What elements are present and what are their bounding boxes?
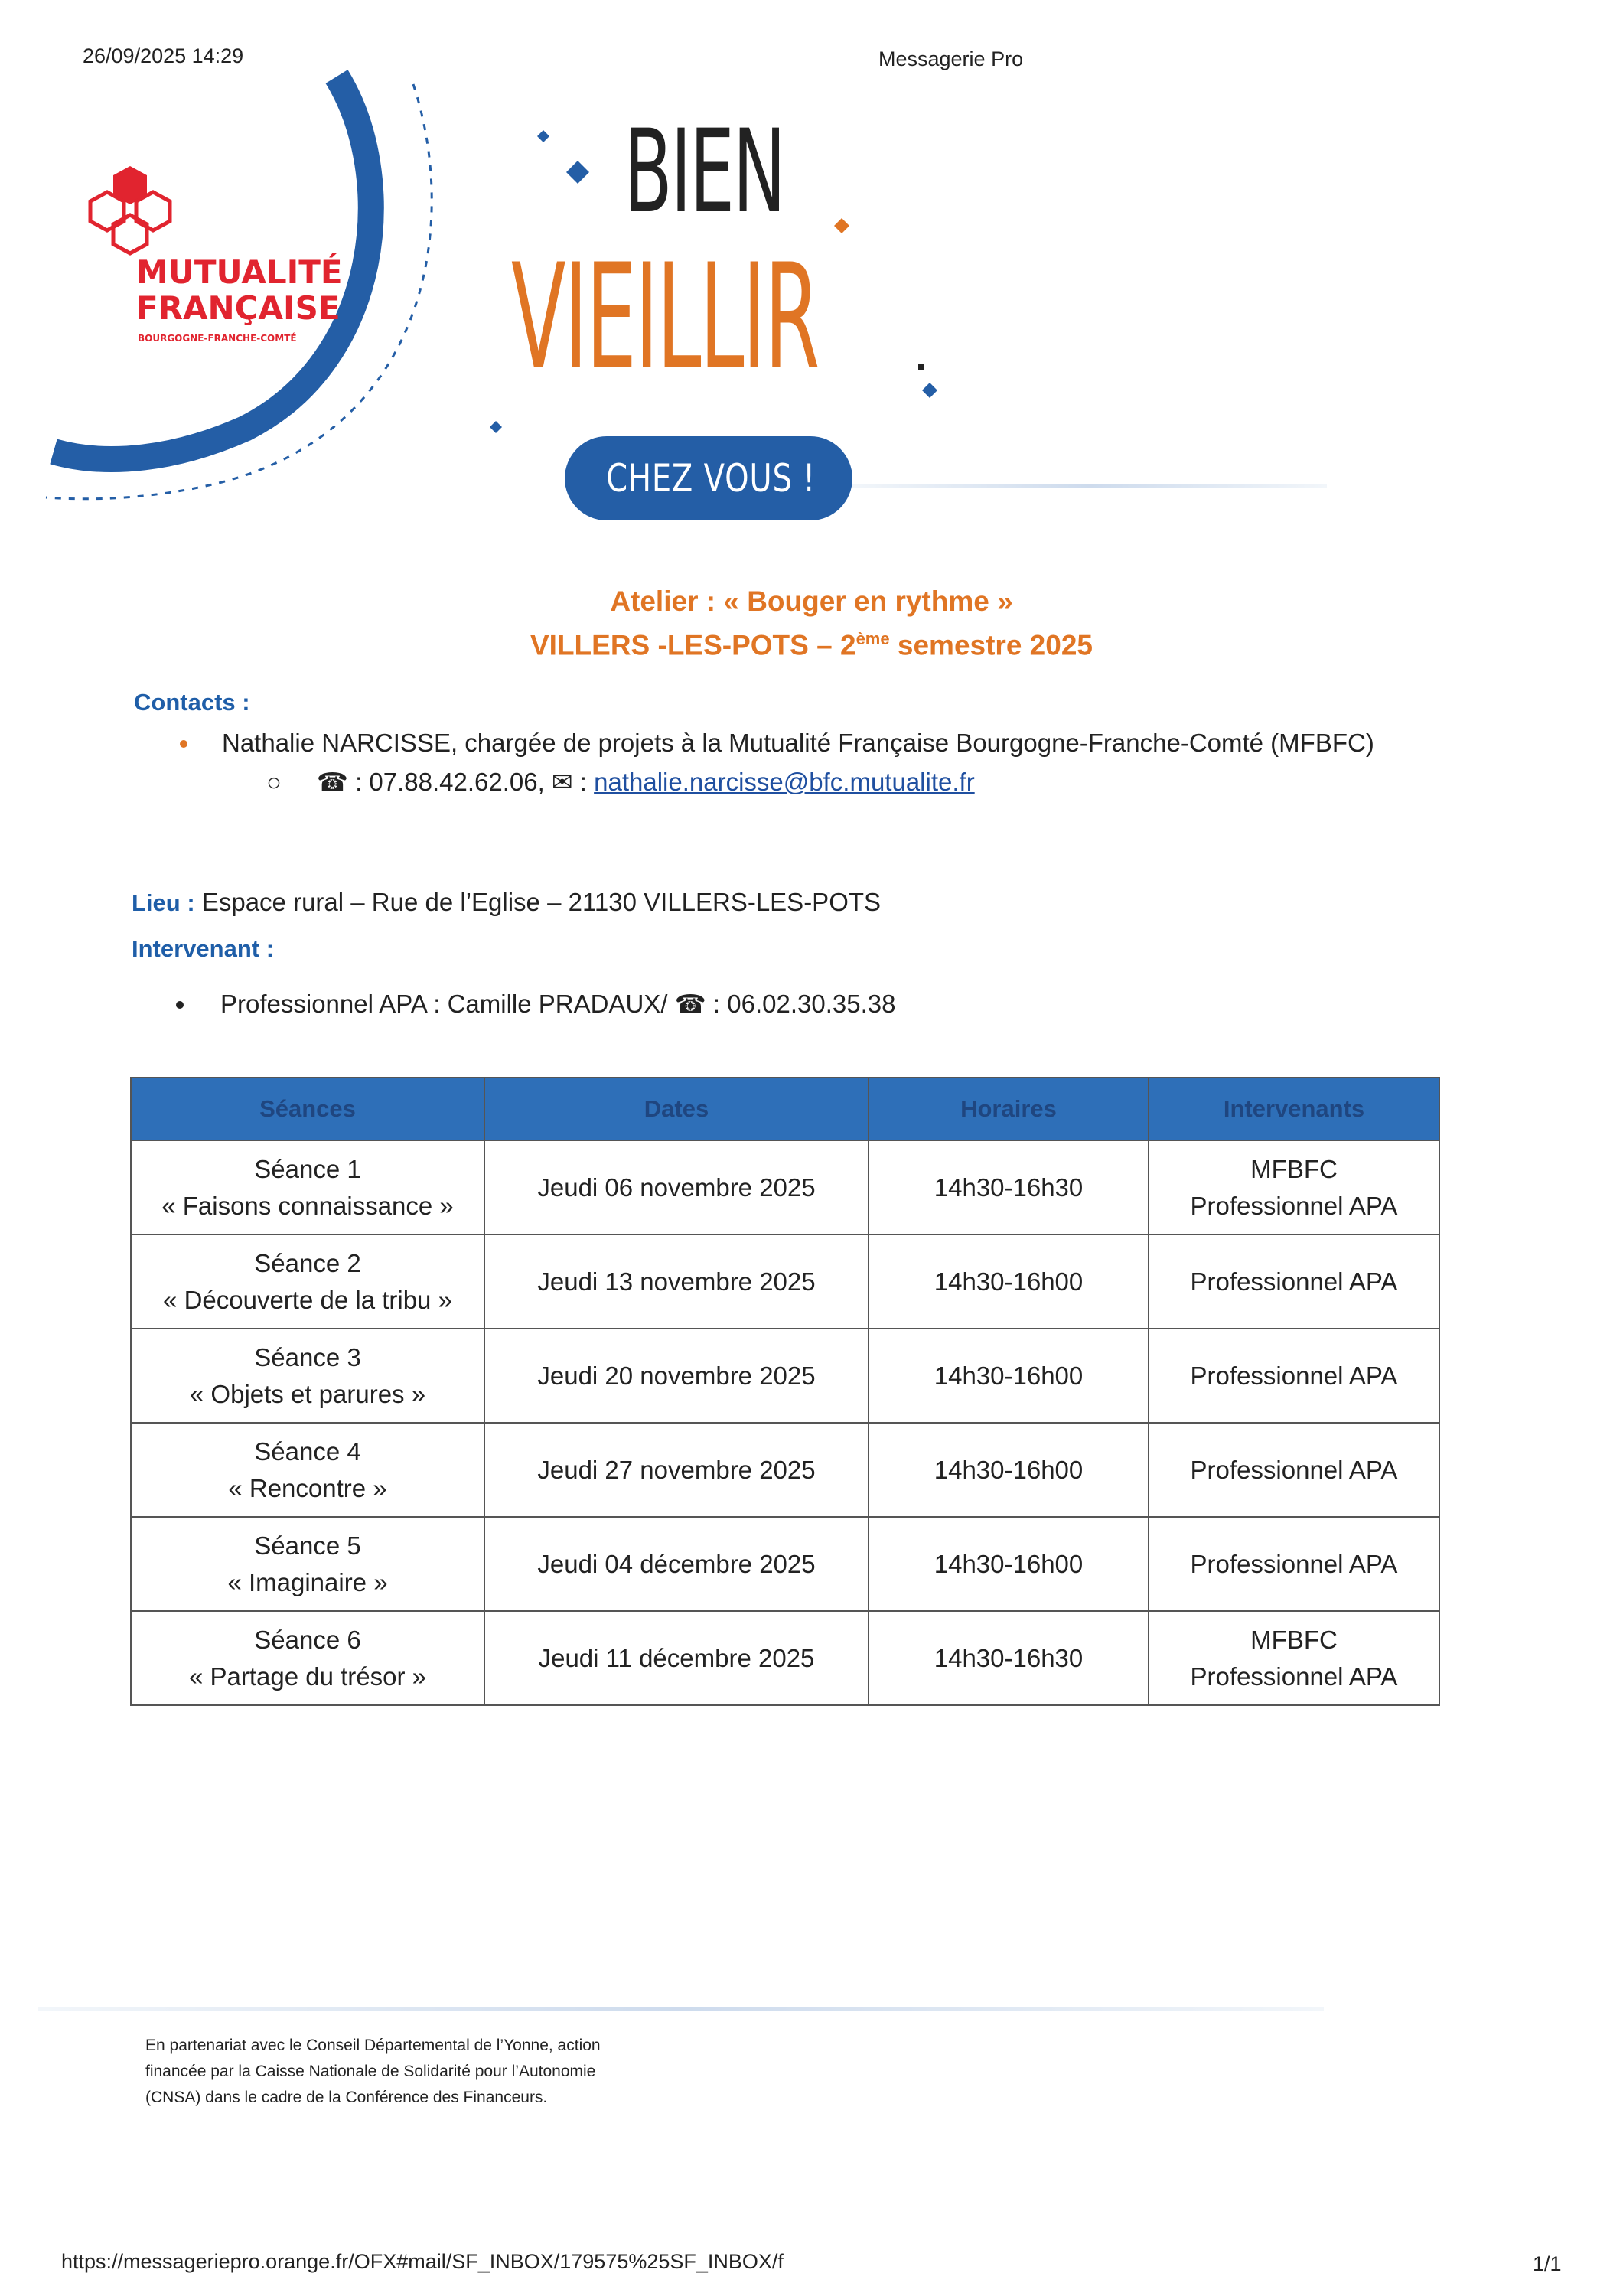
seance-number: Séance 5 [254,1531,361,1560]
cell-seance [131,1423,484,1517]
email-colon: : [579,768,587,796]
intervenant-entry: Professionnel APA [1190,1267,1398,1296]
seance-theme: « Rencontre » [228,1473,387,1502]
campaign-word-vieillir: VIEILLIR [511,233,819,402]
lieu-line [132,888,881,917]
intervenant-entry: Professionnel APA [1190,1455,1398,1484]
seance-theme: « Imaginaire » [227,1567,388,1596]
partnership-line3: (CNSA) dans le cadre de la Conférence des Financeurs. [145,2089,548,2107]
intervenant-entry: Professionnel APA [1190,1191,1398,1220]
col-header-horaires: Horaires [869,1078,1149,1140]
contact-phone: : 07.88.42.62.06, [355,768,545,796]
cell-date: Jeudi 13 novembre 2025 [484,1234,869,1329]
footer-rule [38,2007,1324,2011]
contacts-label: Contacts : [134,689,250,716]
cell-seance [131,1611,484,1705]
bullet-icon [176,1001,184,1009]
diamond-icon [566,161,589,184]
print-url: https://messageriepro.orange.fr/OFX#mail/SF_INBOX/179575%25SF_INBOX/f [61,2250,784,2273]
cell-horaire: 14h30-16h30 [869,1611,1149,1705]
campaign-word-bien: BIEN [624,106,784,239]
cell-horaire: 14h30-16h00 [869,1329,1149,1423]
subtitle-prefix: VILLERS -LES-POTS – 2 [530,629,856,661]
table-header-row [131,1078,1439,1140]
cell-seance [131,1234,484,1329]
cell-horaire: 14h30-16h00 [869,1517,1149,1611]
seance-theme: « Objets et parures » [189,1379,426,1408]
cell-intervenants [1149,1329,1439,1423]
intervenant-name: Professionnel APA : Camille PRADAUX/ [220,990,668,1018]
table-row [131,1611,1439,1705]
contact-sub-item [266,767,975,797]
subtitle-sup: ème [855,629,890,648]
seance-number: Séance 2 [254,1248,361,1277]
phone-icon: ☎ [674,990,706,1018]
phone-icon: ☎ [316,768,348,796]
contact-person: Nathalie NARCISSE, chargée de projets à la Mutualité Française Bourgogne-Franche-Comté (MFBFC) [222,729,1374,757]
col-header-seances: Séances [131,1078,484,1140]
subtitle-suffix: semestre 2025 [889,629,1093,661]
cell-date: Jeudi 11 décembre 2025 [484,1611,869,1705]
seance-theme: « Partage du trésor » [188,1662,427,1691]
partnership-note [145,2033,601,2111]
seance-number: Séance 3 [254,1342,361,1371]
intervenant-entry: MFBFC [1250,1154,1338,1183]
cell-intervenants [1149,1611,1439,1705]
cell-seance [131,1140,484,1234]
cell-intervenants [1149,1140,1439,1234]
cell-intervenants [1149,1234,1439,1329]
intervenant-entry: Professionnel APA [1190,1549,1398,1578]
diamond-icon [922,383,937,398]
contact-email-link[interactable]: nathalie.narcisse@bfc.mutualite.fr [594,768,975,796]
logo-line2: FRANÇAISE [136,289,341,327]
envelope-icon: ✉ [551,768,573,796]
campaign-tagline-pill [565,436,852,520]
diamond-icon [490,421,502,433]
seance-number: Séance 6 [254,1625,361,1654]
table-body [131,1140,1439,1705]
seance-number: Séance 1 [254,1154,361,1183]
table-row [131,1517,1439,1611]
workshop-subtitle [0,629,1623,661]
lieu-value: Espace rural – Rue de l’Eglise – 21130 VILLERS-LES-POTS [201,888,882,916]
seance-theme: « Découverte de la tribu » [163,1285,452,1314]
intervenant-phone: : 06.02.30.35.38 [712,990,896,1018]
hexagon-logo-icon [77,165,184,256]
circle-bullet-icon: ○ [266,768,282,796]
table-row [131,1234,1439,1329]
header-rule [852,484,1327,488]
cell-date: Jeudi 20 novembre 2025 [484,1329,869,1423]
seance-number: Séance 4 [254,1437,361,1466]
bullet-icon [180,740,187,748]
cell-intervenants [1149,1423,1439,1517]
diamond-icon [537,130,549,142]
print-page-number: 1/1 [1533,2252,1562,2275]
print-app-name: Messagerie Pro [878,47,1024,70]
seance-theme: « Faisons connaissance » [161,1191,454,1220]
partnership-line2: financée par la Caisse Nationale de Solidarité pour l’Autonomie [145,2063,596,2081]
cell-date: Jeudi 04 décembre 2025 [484,1517,869,1611]
cell-date: Jeudi 06 novembre 2025 [484,1140,869,1234]
schedule-table [130,1077,1440,1706]
col-header-dates: Dates [484,1078,869,1140]
cell-date: Jeudi 27 novembre 2025 [484,1423,869,1517]
intervenant-entry: Professionnel APA [1190,1361,1398,1390]
table-row [131,1329,1439,1423]
cell-horaire: 14h30-16h30 [869,1140,1149,1234]
table-row [131,1140,1439,1234]
partnership-line1: En partenariat avec le Conseil Départemental de l’Yonne, action [145,2037,601,2054]
intervenant-entry: MFBFC [1250,1625,1338,1654]
intervenant-entry: Professionnel APA [1190,1662,1398,1691]
logo-line1: MUTUALITÉ [136,253,343,291]
campaign-tagline: CHEZ VOUS ! [606,456,816,501]
cell-horaire: 14h30-16h00 [869,1234,1149,1329]
cell-intervenants [1149,1517,1439,1611]
diamond-icon [834,218,849,233]
logo-subtitle: BOURGOGNE-FRANCHE-COMTÉ [138,333,297,344]
intervenant-item [220,989,895,1019]
intervenant-label: Intervenant : [132,935,275,962]
cell-horaire: 14h30-16h00 [869,1423,1149,1517]
cell-seance [131,1329,484,1423]
lieu-label: Lieu : [132,889,195,916]
cell-seance [131,1517,484,1611]
col-header-intervenants: Intervenants [1149,1078,1439,1140]
workshop-title: Atelier : « Bouger en rythme » [610,585,1013,617]
table-row [131,1423,1439,1517]
print-datetime: 26/09/2025 14:29 [83,44,244,67]
